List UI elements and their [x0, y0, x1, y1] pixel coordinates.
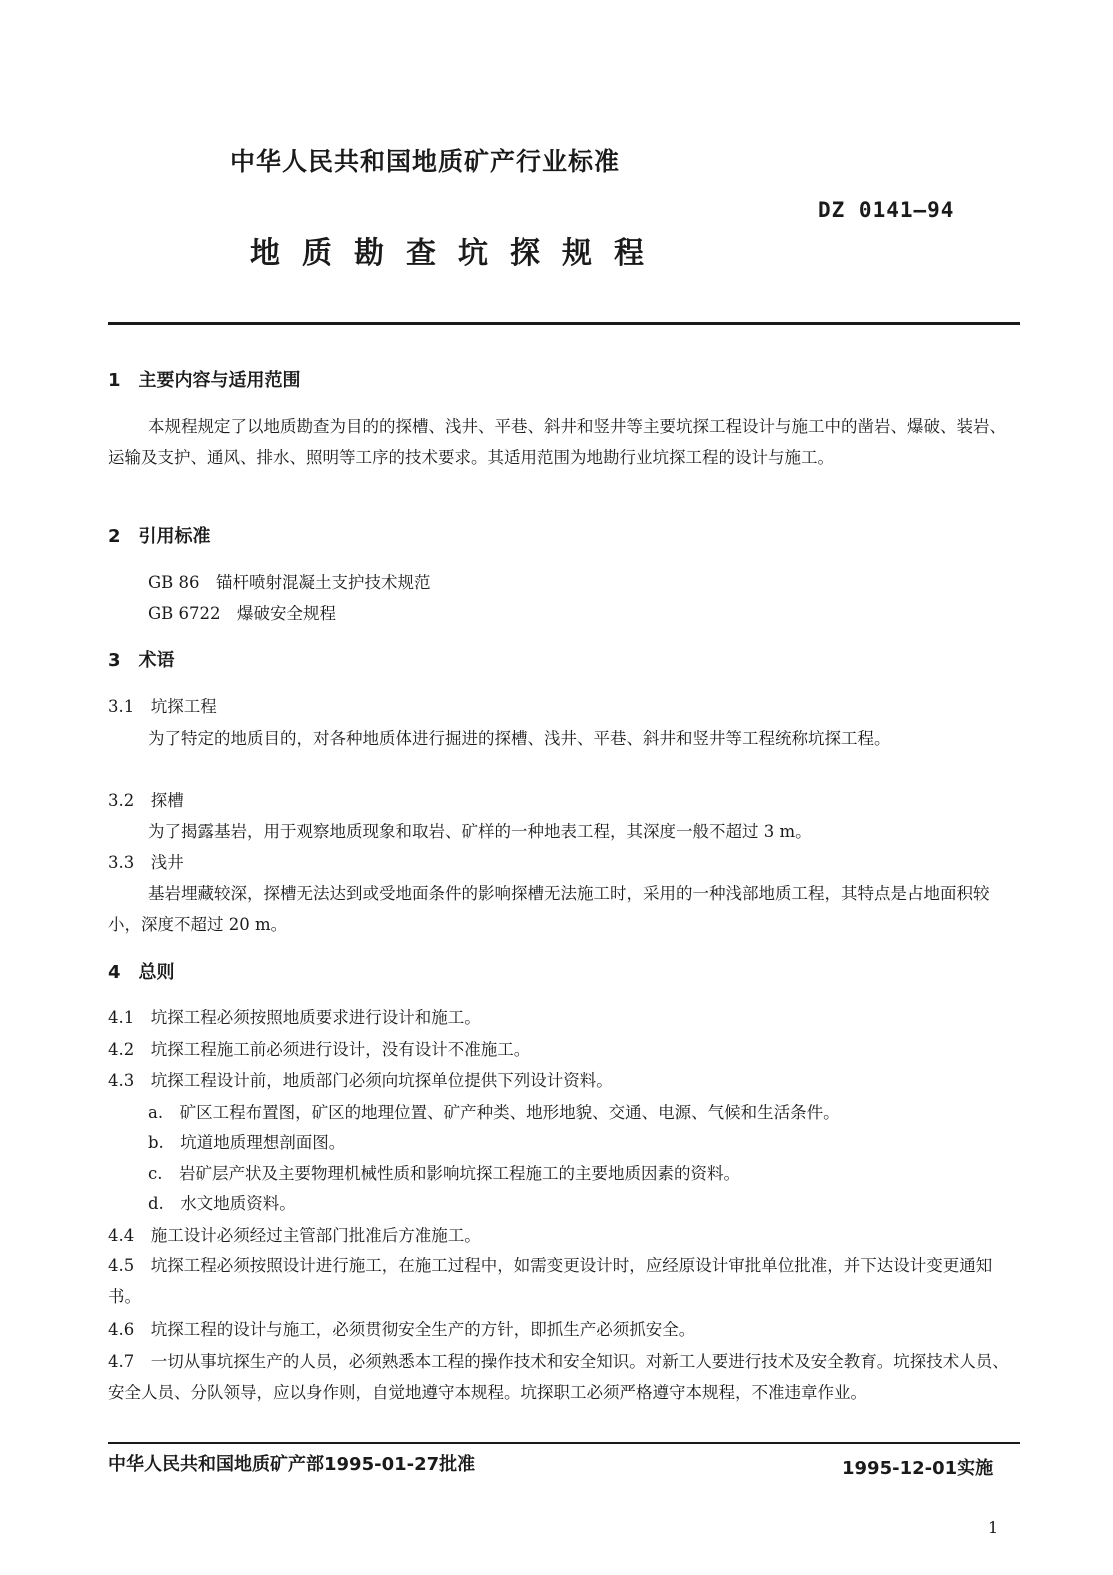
footer-rule: [108, 1442, 1020, 1444]
section-4-heading: 4 总则: [108, 962, 175, 983]
clause-4-1: 4.1 坑探工程必须按照地质要求进行设计和施工。: [108, 1008, 481, 1027]
section-2-heading: 2 引用标准: [108, 526, 211, 547]
page-number: 1: [988, 1518, 999, 1537]
reference-gb6722: GB 6722 爆破安全规程: [148, 604, 337, 623]
clause-4-7: 4.7 一切从事坑探生产的人员，必须熟悉本工程的操作技术和安全知识。对新工人要进行技术及安全教育。坑探技术人员、安全人员、分队领导，应以身作则，自觉地遵守本规程。坑探职工必须严格遵守本规程，不准违章作业。: [108, 1352, 1009, 1402]
clause-4-3-b: b. 坑道地质理想剖面图。: [148, 1133, 346, 1152]
clause-4-2: 4.2 坑探工程施工前必须进行设计，没有设计不准施工。: [108, 1040, 531, 1059]
clause-4-3-c: c. 岩矿层产状及主要物理机械性质和影响坑探工程施工的主要地质因素的资料。: [148, 1164, 740, 1183]
clause-4-3: 4.3 坑探工程设计前，地质部门必须向坑探单位提供下列设计资料。: [108, 1071, 613, 1090]
header-rule: [108, 322, 1020, 325]
standard-code: DZ 0141—94: [818, 198, 955, 222]
reference-gb86: GB 86 锚杆喷射混凝土支护技术规范: [148, 573, 431, 592]
section-1-paragraph: 本规程规定了以地质勘查为目的的探槽、浅井、平巷、斜井和竖井等主要坑探工程设计与施工中的凿岩、爆破、装岩、运输及支护、通风、排水、照明等工序的技术要求。其适用范围为地勘行业坑探工程的设计与施工。: [108, 417, 1006, 467]
clause-4-6: 4.6 坑探工程的设计与施工，必须贯彻安全生产的方针，即抓生产必须抓安全。: [108, 1320, 696, 1339]
document-title: 地质勘查坑探规程: [250, 236, 666, 271]
term-3-1-text: 为了特定的地质目的，对各种地质体进行掘进的探槽、浅井、平巷、斜井和竖井等工程统称坑探工程。: [148, 729, 891, 748]
section-1-heading: 1 主要内容与适用范围: [108, 370, 301, 391]
term-3-3-text: 基岩埋藏较深，探槽无法达到或受地面条件的影响探槽无法施工时，采用的一种浅部地质工程，其特点是占地面积较小，深度不超过 20 m。: [108, 884, 990, 934]
term-3-1-title: 3.1 坑探工程: [108, 697, 217, 716]
clause-4-5: 4.5 坑探工程必须按照设计进行施工，在施工过程中，如需变更设计时，应经原设计审批单位批准，并下达设计变更通知书。: [108, 1256, 993, 1306]
clause-4-3-d: d. 水文地质资料。: [148, 1194, 296, 1213]
issuing-body: 中华人民共和国地质矿产行业标准: [230, 147, 621, 176]
clause-4-3-a: a. 矿区工程布置图，矿区的地理位置、矿产种类、地形地貌、交通、电源、气候和生活条件。: [148, 1103, 840, 1122]
term-3-2-text: 为了揭露基岩，用于观察地质现象和取岩、矿样的一种地表工程，其深度一般不超过 3 m。: [148, 822, 812, 841]
term-3-2-title: 3.2 探槽: [108, 791, 184, 810]
approval-line: 中华人民共和国地质矿产部1995-01-27批准: [108, 1454, 476, 1475]
effective-date: 1995-12-01实施: [842, 1458, 994, 1479]
section-3-heading: 3 术语: [108, 650, 175, 671]
term-3-3-title: 3.3 浅井: [108, 853, 184, 872]
clause-4-4: 4.4 施工设计必须经过主管部门批准后方准施工。: [108, 1226, 481, 1245]
